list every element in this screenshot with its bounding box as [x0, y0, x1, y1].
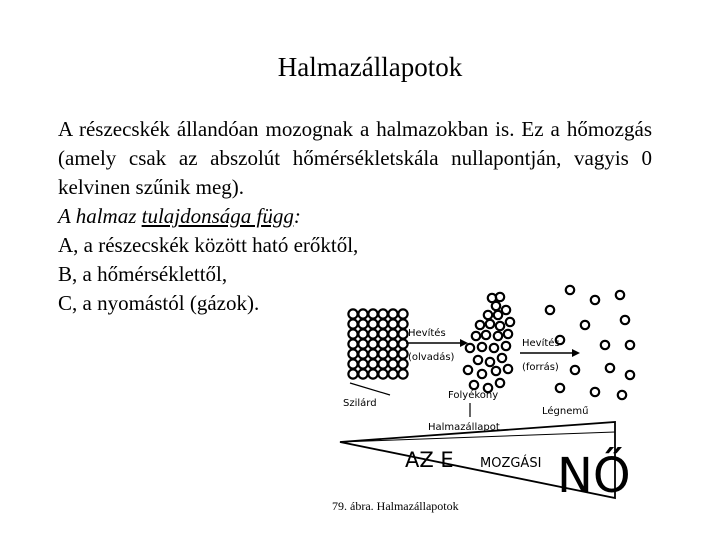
liquid-particle	[474, 356, 482, 364]
solid-particle	[368, 349, 377, 358]
heating1-sub: (olvadás)	[408, 352, 455, 363]
liquid-particle	[466, 344, 474, 352]
liquid-particle	[486, 358, 494, 366]
gas-particle	[591, 388, 599, 396]
solid-particle	[378, 349, 387, 358]
gas-particle	[626, 371, 634, 379]
solid-particle	[348, 319, 357, 328]
liquid-particle	[478, 343, 486, 351]
liquid-particle	[504, 365, 512, 373]
states-of-matter-figure	[310, 270, 640, 520]
liquid-particles	[464, 293, 514, 392]
list-item-a: A, a részecskék között ható erőktől,	[58, 233, 359, 257]
liquid-particle	[484, 311, 492, 319]
solid-particle	[398, 309, 407, 318]
figure-drawing	[310, 270, 640, 520]
motion-word: MOZGÁSI	[480, 456, 542, 471]
solid-particle	[358, 319, 367, 328]
solid-particle	[388, 349, 397, 358]
subheading-underlined: tulajdonsága függ	[141, 204, 294, 228]
solid-particle	[388, 309, 397, 318]
solid-particle	[368, 339, 377, 348]
liquid-particle	[502, 306, 510, 314]
state-label: Halmazállapot	[428, 422, 500, 433]
motion-grows: NŐ	[557, 448, 631, 504]
solid-particle	[358, 329, 367, 338]
solid-particle	[358, 349, 367, 358]
heating1-label: Hevítés	[408, 328, 446, 339]
gas-particle	[618, 391, 626, 399]
gas-particle	[601, 341, 609, 349]
gas-particle	[591, 296, 599, 304]
gas-particle	[556, 384, 564, 392]
solid-particle	[398, 349, 407, 358]
motion-prefix: AZ E	[405, 448, 454, 472]
subheading-prefix: A halmaz	[58, 204, 142, 228]
solid-particle	[358, 359, 367, 368]
gas-particle	[571, 366, 579, 374]
solid-particle	[378, 329, 387, 338]
solid-particle	[388, 329, 397, 338]
gas-particle	[621, 316, 629, 324]
solid-particle	[348, 339, 357, 348]
solid-particle	[348, 359, 357, 368]
solid-particle	[368, 329, 377, 338]
solid-particle	[348, 309, 357, 318]
liquid-particle	[498, 354, 506, 362]
solid-particle	[348, 329, 357, 338]
solid-label: Szilárd	[343, 398, 377, 409]
heating2-sub: (forrás)	[522, 362, 559, 373]
liquid-particle	[506, 318, 514, 326]
solid-particle	[368, 359, 377, 368]
solid-particle	[388, 319, 397, 328]
gas-particle	[581, 321, 589, 329]
intro-paragraph: A részecskék állandóan mozognak a halmazokban is. Ez a hőmozgás (amely csak az abszolút hőmérsékletskála nullapontján, vagyis 0 kelvinen szűnik meg).	[58, 117, 652, 199]
solid-pointer	[350, 383, 390, 395]
liquid-particle	[492, 367, 500, 375]
solid-particle	[348, 369, 357, 378]
solid-particle	[378, 339, 387, 348]
list-item-c: C, a nyomástól (gázok).	[58, 291, 260, 315]
subheading	[58, 202, 652, 231]
figure-caption: 79. ábra. Halmazállapotok	[332, 499, 459, 513]
solid-particle	[358, 369, 367, 378]
solid-particle	[378, 369, 387, 378]
page-title: Halmazállapotok	[277, 52, 463, 82]
subheading-suffix: :	[293, 204, 301, 228]
liquid-particle	[492, 302, 500, 310]
liquid-particle	[472, 332, 480, 340]
solid-particle	[368, 369, 377, 378]
liquid-particle	[482, 331, 490, 339]
solid-particle	[378, 359, 387, 368]
liquid-particle	[486, 320, 494, 328]
gas-label: Légnemű	[542, 406, 589, 417]
solid-particle	[348, 349, 357, 358]
solid-particle	[378, 319, 387, 328]
solid-particle	[378, 309, 387, 318]
solid-particle	[388, 359, 397, 368]
solid-particle	[388, 369, 397, 378]
liquid-particle	[494, 311, 502, 319]
liquid-particle	[496, 322, 504, 330]
gas-particle	[546, 306, 554, 314]
solid-particle	[398, 339, 407, 348]
liquid-particle	[464, 366, 472, 374]
solid-particle	[358, 339, 367, 348]
liquid-particle	[502, 342, 510, 350]
gas-particle	[566, 286, 574, 294]
liquid-particle	[496, 379, 504, 387]
liquid-particle	[490, 344, 498, 352]
motion-wedge-inner	[340, 432, 615, 442]
solid-particle	[398, 319, 407, 328]
heating2-arrow-head	[572, 349, 580, 357]
solid-particle	[368, 309, 377, 318]
liquid-label: Folyékony	[448, 390, 499, 401]
gas-particle	[606, 364, 614, 372]
liquid-particle	[476, 321, 484, 329]
liquid-particle	[478, 370, 486, 378]
solid-particles	[348, 309, 407, 378]
solid-particle	[358, 309, 367, 318]
solid-particle	[398, 359, 407, 368]
solid-particle	[388, 339, 397, 348]
solid-particle	[368, 319, 377, 328]
liquid-particle	[494, 332, 502, 340]
list-item-b: B, a hőmérséklettől,	[58, 262, 228, 286]
solid-particle	[398, 329, 407, 338]
liquid-particle	[504, 330, 512, 338]
solid-particle	[398, 369, 407, 378]
liquid-particle	[470, 381, 478, 389]
gas-particle	[626, 341, 634, 349]
gas-particle	[616, 291, 624, 299]
heating2-label: Hevítés	[522, 338, 560, 349]
